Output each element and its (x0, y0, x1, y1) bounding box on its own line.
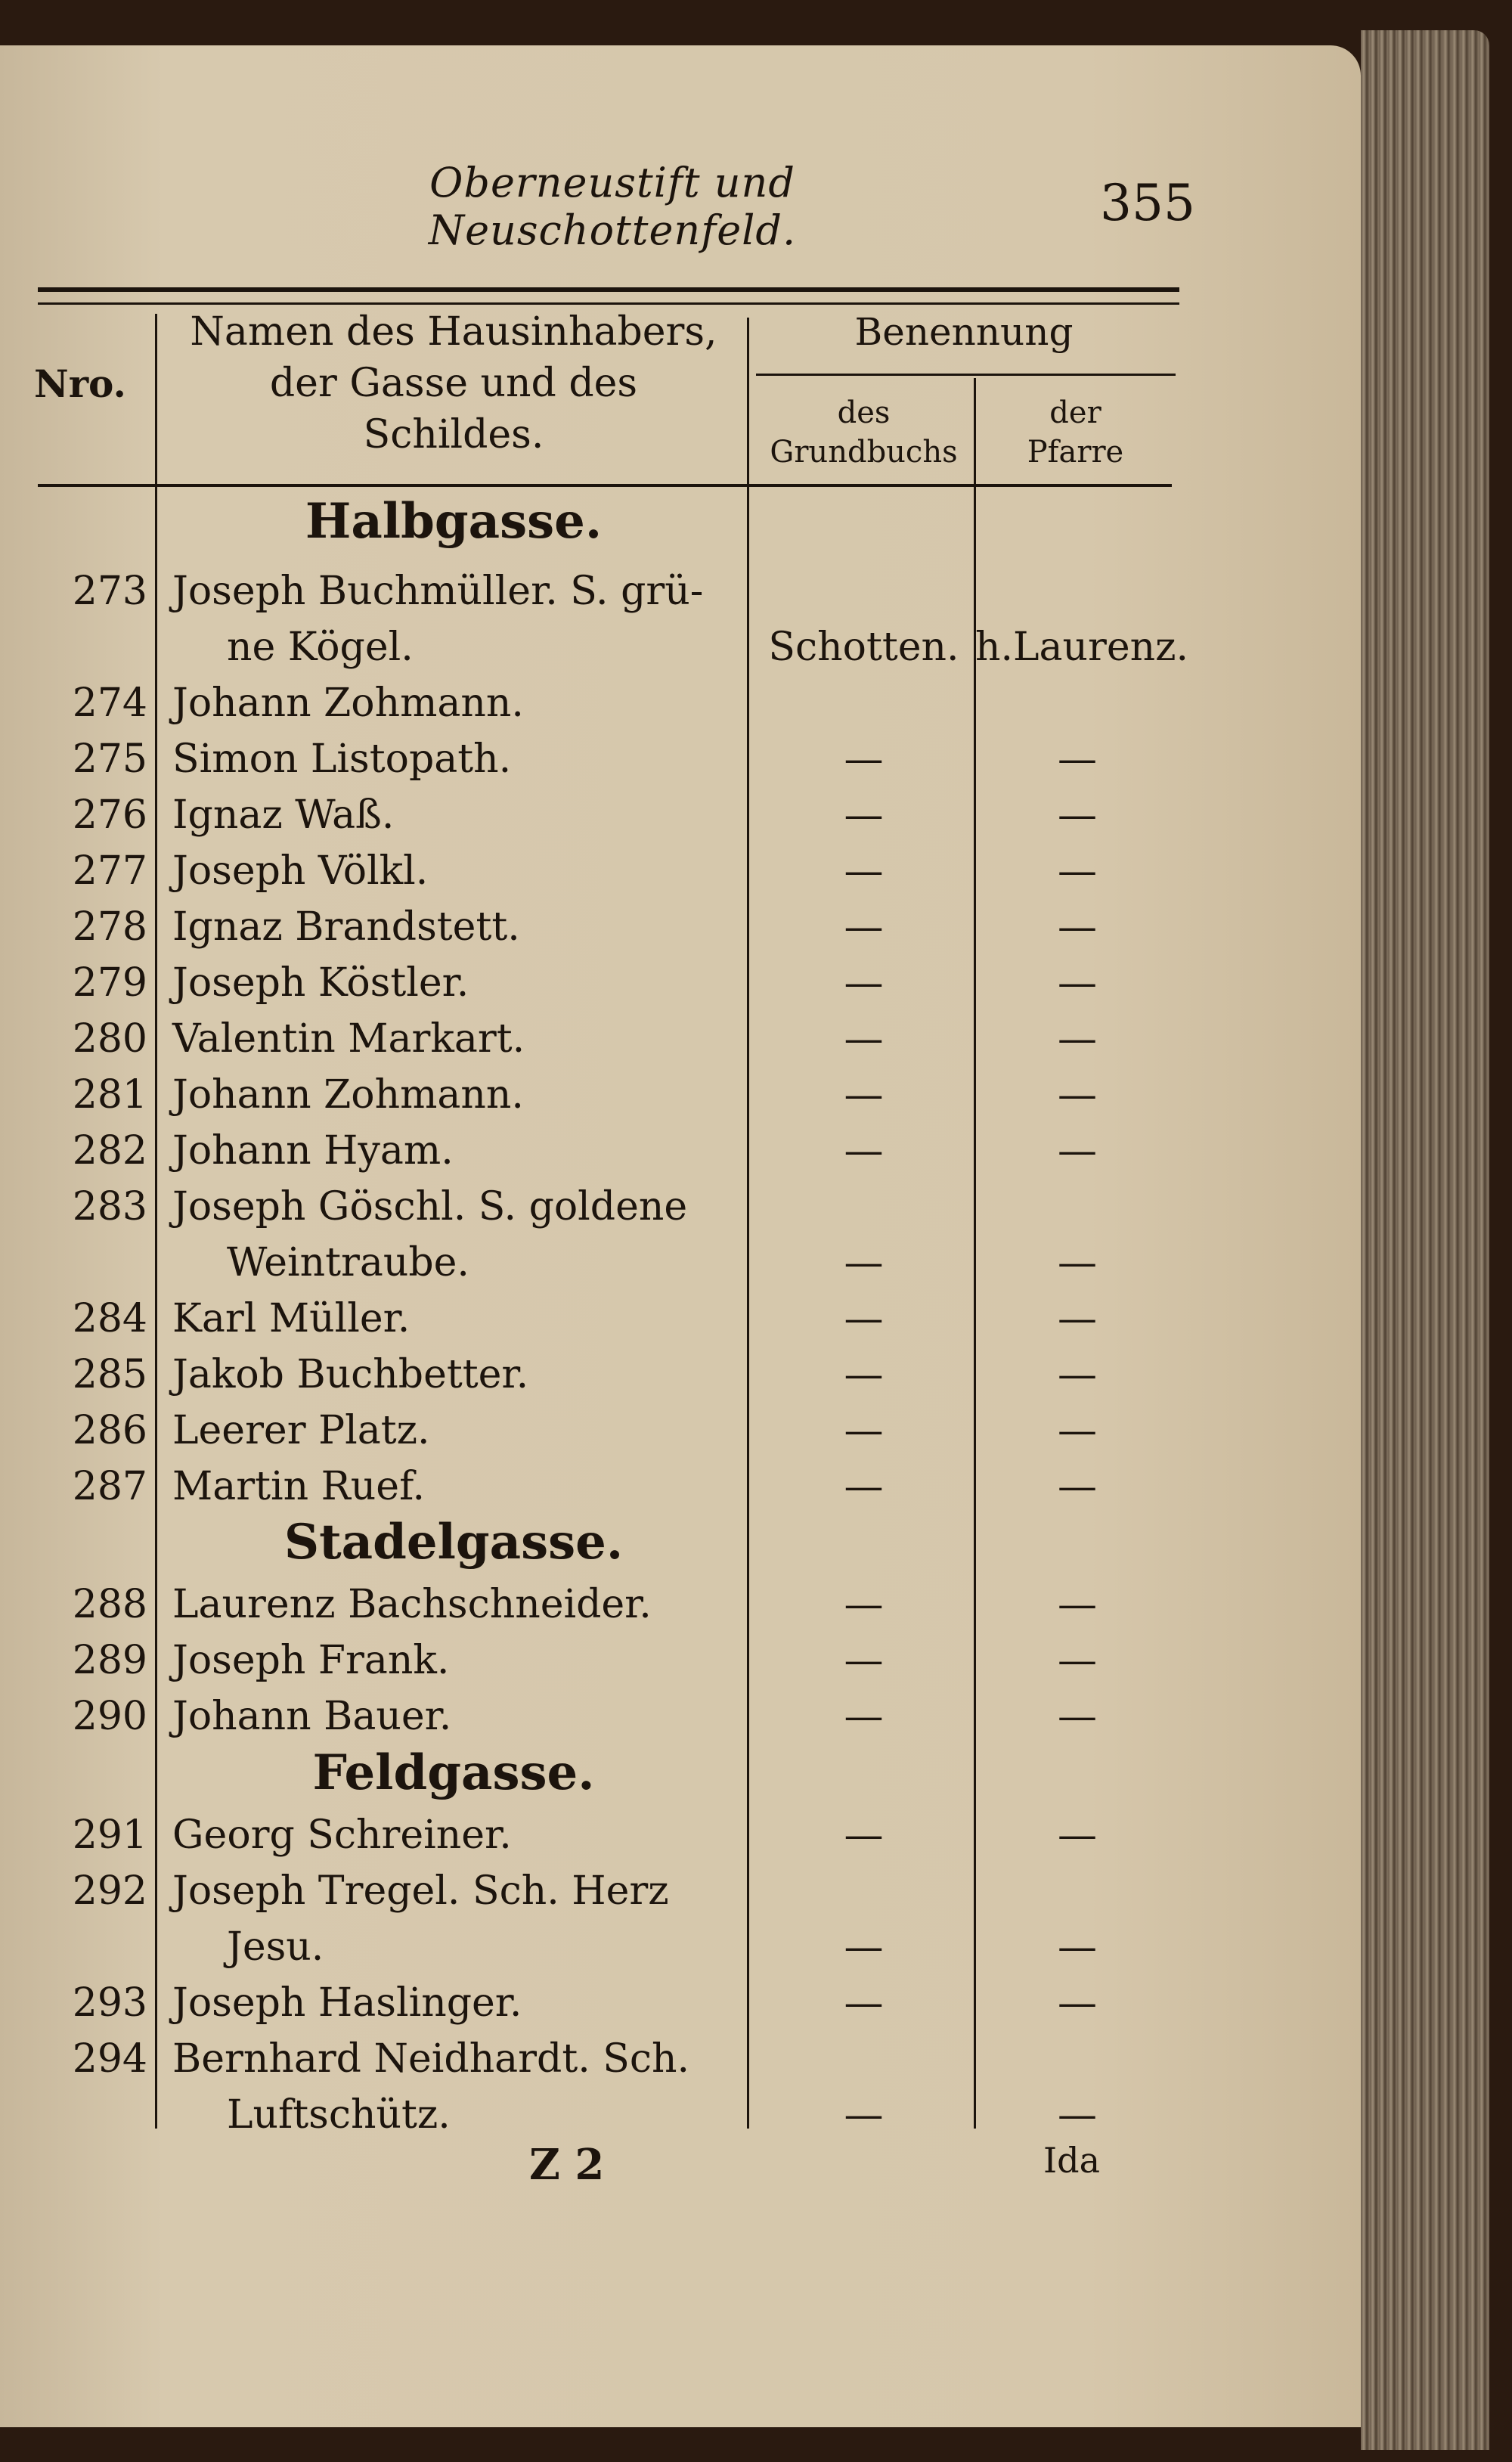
grundbuch-value: — (844, 1582, 884, 1627)
house-number: 290 (72, 1694, 147, 1739)
house-number: 291 (72, 1812, 147, 1858)
pfarre-value: — (1058, 736, 1097, 782)
grundbuch-value: — (844, 1408, 884, 1453)
grundbuch-value: — (844, 1980, 884, 2026)
page-edge (1361, 30, 1489, 2450)
pfarre-value: — (1058, 1924, 1097, 1970)
house-number: 292 (72, 1868, 147, 1914)
running-title: Oberneustift und Neuschottenfeld. (428, 159, 797, 254)
owner-name: Jakob Buchbetter. (172, 1352, 529, 1397)
column-header-grundbuch-line1: des (837, 395, 891, 430)
pfarre-value: — (1058, 1296, 1097, 1341)
pfarre-value: — (1058, 960, 1097, 1006)
column-header-names (163, 306, 745, 460)
owner-name: Joseph Buchmüller. S. grü- (172, 569, 704, 614)
house-number: 276 (72, 792, 147, 838)
pfarre-value: — (1058, 1408, 1097, 1453)
owner-name: Valentin Markart. (172, 1016, 525, 1062)
house-number: 280 (72, 1016, 147, 1062)
owner-name: Joseph Völkl. (172, 848, 429, 894)
pfarre-value: — (1058, 1694, 1097, 1739)
header-bottom-rule (38, 484, 1172, 487)
grundbuch-value: — (844, 792, 884, 838)
street-heading: Feldgasse. (312, 1744, 595, 1801)
pfarre-value: — (1058, 1016, 1097, 1062)
grundbuch-value: — (844, 848, 884, 894)
column-header-benennung: Benennung (854, 310, 1074, 354)
house-number: 293 (72, 1980, 147, 2026)
column-rule-nro (155, 314, 157, 2129)
grundbuch-value: — (844, 1072, 884, 1118)
grundbuch-value: — (844, 736, 884, 782)
grundbuch-value: — (844, 1924, 884, 1970)
catchword: Ida (1043, 2140, 1101, 2181)
column-header-pfarre (975, 393, 1176, 472)
owner-name: Johann Hyam. (172, 1128, 454, 1174)
owner-name-continued: ne Kögel. (227, 625, 414, 670)
owner-name: Joseph Göschl. S. goldene (172, 1184, 688, 1229)
owner-name: Laurenz Bachschneider. (172, 1582, 652, 1627)
pfarre-value: — (1058, 1352, 1097, 1397)
pfarre-value: — (1058, 1582, 1097, 1627)
house-number: 273 (72, 569, 147, 614)
owner-name-continued: Jesu. (227, 1924, 324, 1970)
owner-name: Karl Müller. (172, 1296, 411, 1341)
owner-name: Simon Listopath. (172, 736, 512, 782)
pfarre-value: — (1058, 1240, 1097, 1285)
pfarre-value: — (1058, 848, 1097, 894)
house-number: 287 (72, 1464, 147, 1509)
house-number: 294 (72, 2036, 147, 2082)
grundbuch-value: — (844, 1464, 884, 1509)
pfarre-value: — (1058, 1812, 1097, 1858)
column-rule-names (747, 318, 749, 2129)
pfarre-value: — (1058, 792, 1097, 838)
owner-name: Leerer Platz. (172, 1408, 430, 1453)
house-number: 282 (72, 1128, 147, 1174)
owner-name: Joseph Haslinger. (172, 1980, 522, 2026)
grundbuch-value: — (844, 1694, 884, 1739)
house-number: 289 (72, 1638, 147, 1683)
pfarre-value: h.Laurenz. (975, 625, 1189, 670)
pfarre-value: — (1058, 1072, 1097, 1118)
grundbuch-value: — (844, 960, 884, 1006)
owner-name: Johann Zohmann. (172, 681, 524, 726)
signature-mark: Z 2 (529, 2140, 605, 2190)
house-number: 283 (72, 1184, 147, 1229)
grundbuch-value: — (844, 1638, 884, 1683)
owner-name: Joseph Tregel. Sch. Herz (172, 1868, 669, 1914)
house-number: 277 (72, 848, 147, 894)
owner-name: Ignaz Waß. (172, 792, 395, 838)
house-number: 284 (72, 1296, 147, 1341)
pfarre-value: — (1058, 1638, 1097, 1683)
owner-name: Martin Ruef. (172, 1464, 425, 1509)
owner-name: Bernhard Neidhardt. Sch. (172, 2036, 690, 2082)
column-header-names-line3: Schildes. (363, 412, 544, 457)
owner-name: Johann Zohmann. (172, 1072, 524, 1118)
top-rule (38, 287, 1179, 305)
grundbuch-value: — (844, 1016, 884, 1062)
column-header-names-line1: Namen des Hausinhabers, (190, 309, 717, 355)
pfarre-value: — (1058, 2092, 1097, 2138)
grundbuch-value: — (844, 1296, 884, 1341)
pfarre-value: — (1058, 1464, 1097, 1509)
owner-name-continued: Luftschütz. (227, 2092, 451, 2138)
house-number: 288 (72, 1582, 147, 1627)
grundbuch-value: — (844, 904, 884, 950)
pfarre-value: — (1058, 1980, 1097, 2026)
owner-name: Johann Bauer. (172, 1694, 452, 1739)
grundbuch-value: — (844, 2092, 884, 2138)
house-number: 281 (72, 1072, 147, 1118)
owner-name: Joseph Köstler. (172, 960, 469, 1006)
pfarre-value: — (1058, 1128, 1097, 1174)
column-header-pfarre-line2: Pfarre (1027, 435, 1124, 470)
column-header-names-line2: der Gasse und des (269, 361, 638, 406)
grundbuch-value: — (844, 1128, 884, 1174)
pfarre-value: — (1058, 904, 1097, 950)
owner-name: Joseph Frank. (172, 1638, 450, 1683)
street-heading: Halbgasse. (305, 493, 603, 550)
house-number: 275 (72, 736, 147, 782)
grundbuch-value: — (844, 1352, 884, 1397)
grundbuch-value: Schotten. (768, 625, 959, 670)
book-page (0, 45, 1361, 2427)
owner-name-continued: Weintraube. (227, 1240, 469, 1285)
owner-name: Ignaz Brandstett. (172, 904, 520, 950)
house-number: 279 (72, 960, 147, 1006)
street-heading: Stadelgasse. (284, 1514, 624, 1571)
house-number: 278 (72, 904, 147, 950)
house-number: 286 (72, 1408, 147, 1453)
column-header-nro: Nro. (34, 361, 126, 406)
header-subrule (756, 374, 1176, 376)
grundbuch-value: — (844, 1240, 884, 1285)
owner-name: Georg Schreiner. (172, 1812, 512, 1858)
grundbuch-value: — (844, 1812, 884, 1858)
column-header-grundbuch-line2: Grundbuchs (770, 435, 958, 470)
house-number: 274 (72, 681, 147, 726)
page-number: 355 (1100, 174, 1195, 232)
column-header-pfarre-line1: der (1049, 395, 1101, 430)
column-header-grundbuch (756, 393, 971, 472)
house-number: 285 (72, 1352, 147, 1397)
